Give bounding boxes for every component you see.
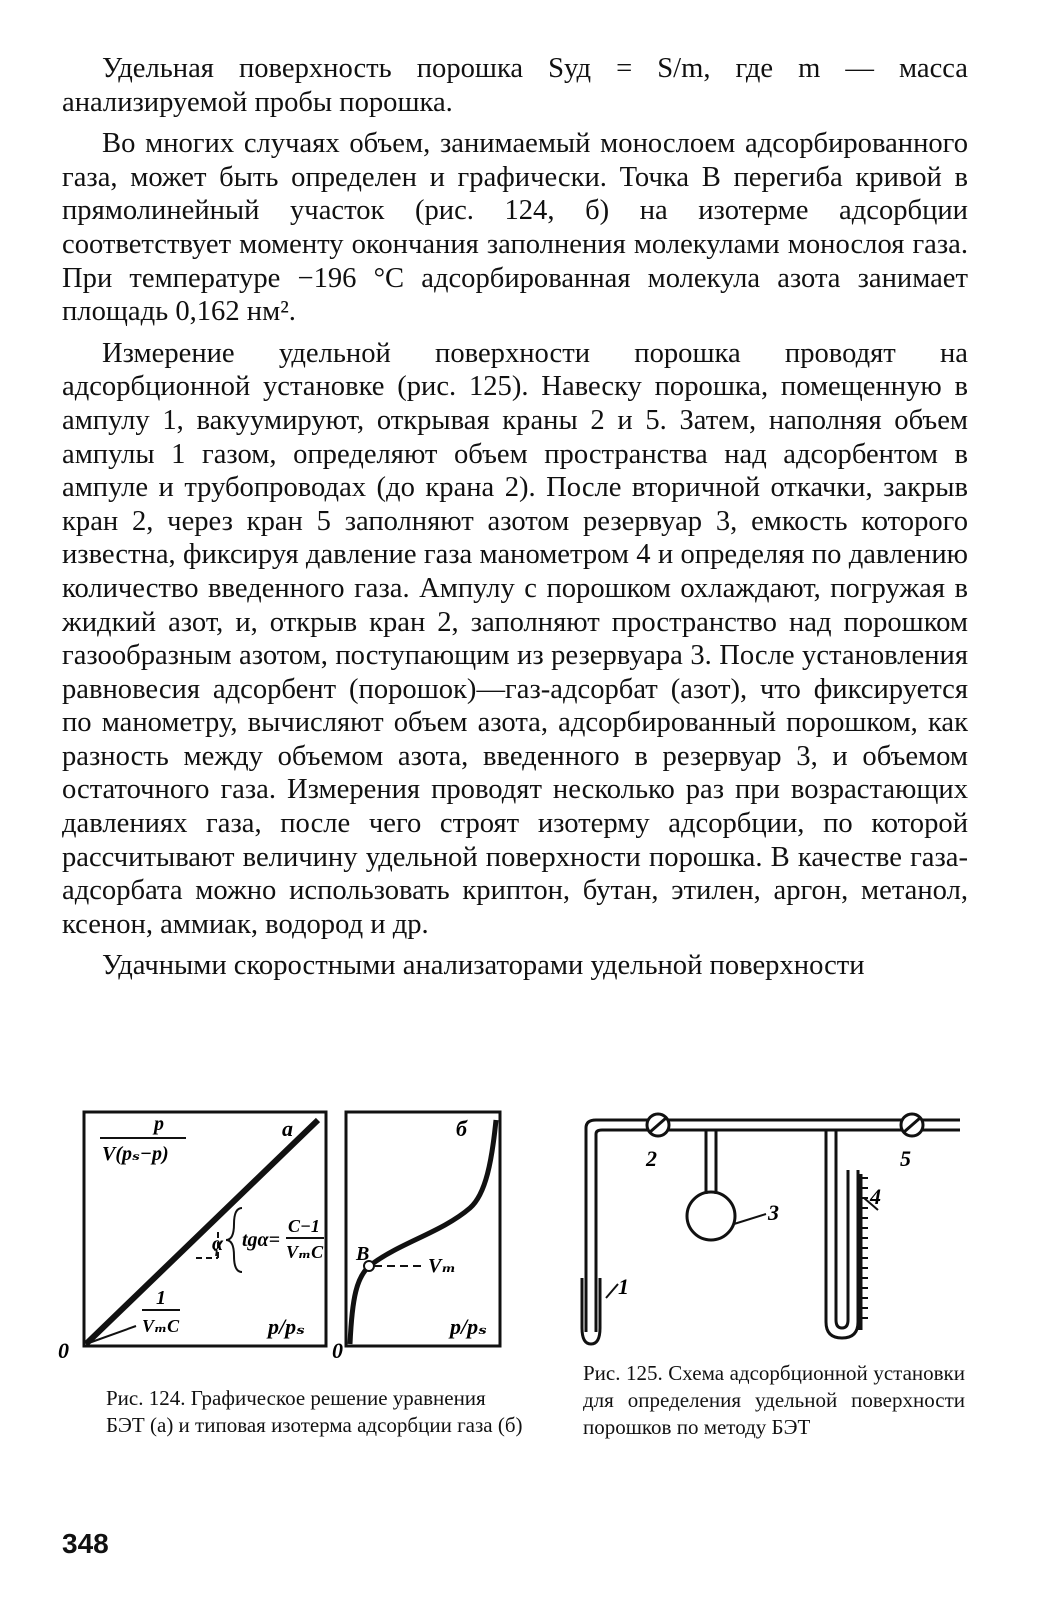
manometer-outer xyxy=(826,1130,858,1338)
panel-b xyxy=(332,1112,500,1363)
reservoir-bulb xyxy=(687,1192,735,1240)
paragraph-3: Измерение удельной поверхности порошка проводят на адсорбционной установке (рис. 125). Навеску порошка, помещенную в ампулу 1, вакуумируют, открывая краны 2 и 5. Затем, наполняя объем ампулы 1 газом, определяют объем пространства над адсорбентом в ампуле и трубопроводах (до крана 2). После вторичной откачки, закрыв кран 2, через кран 5 заполняют азотом резервуар 3, емкость которого известна, фиксируя давление газа манометром 4 и определяя по давлению количество введенного газа. Ампулу с порошком охлаждают, погружая в жидкий азот, и, открыв кран 2, заполняют пространство над порошком газообразным азотом, поступающим из резервуара 3. После установления равновесия адсорбент (порошок)—газ-адсорбат (азот), что фиксируется по манометру, вычисляют объем азота, адсорбированный порошком, как разность между объемом азота, введенного в резервуар 3, и объемом остаточного газа. Измерения проводят несколько раз при возрастающих давлениях газа, после чего строят изотерму адсорбции, по которой рассчитывают величину удельной поверхности порошка. В качестве газа-адсорбата можно использовать криптон, бутан, этилен, аргон, метанол, ксенон, аммиак, водород и др. xyxy=(62,337,968,940)
figure-125-svg xyxy=(574,1098,974,1348)
vm-label: Vₘ xyxy=(428,1255,456,1277)
panel-a-letter: а xyxy=(282,1116,293,1141)
label-2: 2 xyxy=(646,1146,657,1171)
angle-alpha: α xyxy=(212,1233,224,1255)
point-B-label: B xyxy=(356,1243,370,1265)
slope-lhs: tgα= xyxy=(242,1229,281,1251)
panel-a-origin: 0 xyxy=(58,1338,69,1363)
panel-b-origin: 0 xyxy=(332,1338,343,1363)
slope-brace xyxy=(226,1208,242,1272)
label-5: 5 xyxy=(900,1146,911,1171)
intercept-denominator: VₘC xyxy=(142,1316,180,1336)
paragraph-1: Удельная поверхность порошка Sуд = S/m, где m — масса анализируемой пробы порошка. xyxy=(62,53,968,118)
paragraph-2: Во многих случаях объем, занимаемый монослоем адсорбированного газа, может быть определен и графически. Точка B перегиба кривой в прямолинейный участок (рис. 124, б) на изотерме адсорбции соответствует моменту окончания заполнения молекулами монослоя газа. При температуре −196 °C адсорбированная молекула азота занимает площадь 0,162 нм². xyxy=(62,128,968,328)
figure-125 xyxy=(574,1098,974,1348)
panel-a xyxy=(58,1112,326,1363)
reservoir-3 xyxy=(687,1130,735,1240)
leader-1 xyxy=(606,1284,618,1298)
figure-124-caption: Рис. 124. Графическое решение уравнения БЭТ (а) и типовая изотерма адсорбции газа (б) xyxy=(106,1386,523,1437)
tap-5 xyxy=(901,1114,923,1136)
figure-124 xyxy=(58,1100,512,1363)
page-number: 348 xyxy=(62,1528,109,1559)
paragraph-4: Удачными скоростными анализаторами удельной поверхности xyxy=(102,950,865,982)
panel-b-x-label: p/pₛ xyxy=(450,1314,487,1339)
tap-2 xyxy=(647,1114,669,1136)
isotherm-curve xyxy=(350,1120,496,1344)
slope-numerator: C−1 xyxy=(288,1216,320,1236)
slope-denominator: VₘC xyxy=(286,1242,324,1262)
panel-a-x-label: p/pₛ xyxy=(268,1314,305,1339)
manometer-inner xyxy=(836,1130,848,1328)
figure-125-caption: Рис. 125. Схема адсорбционной установки для определения удельной поверхности порошков по методу БЭТ xyxy=(583,1361,965,1439)
label-4: 4 xyxy=(870,1184,881,1209)
manometer-4 xyxy=(826,1130,868,1338)
panel-b-frame xyxy=(346,1112,500,1346)
y-label-numerator: p xyxy=(154,1113,164,1135)
figure-124-svg xyxy=(58,1100,512,1363)
y-label-denominator: V(pₛ−p) xyxy=(102,1143,169,1165)
panel-b-letter: б xyxy=(456,1116,467,1141)
intercept-numerator: 1 xyxy=(156,1287,166,1309)
label-1: 1 xyxy=(618,1274,629,1299)
label-3: 3 xyxy=(768,1200,779,1225)
leader-3 xyxy=(734,1214,766,1224)
body-text xyxy=(62,52,968,983)
